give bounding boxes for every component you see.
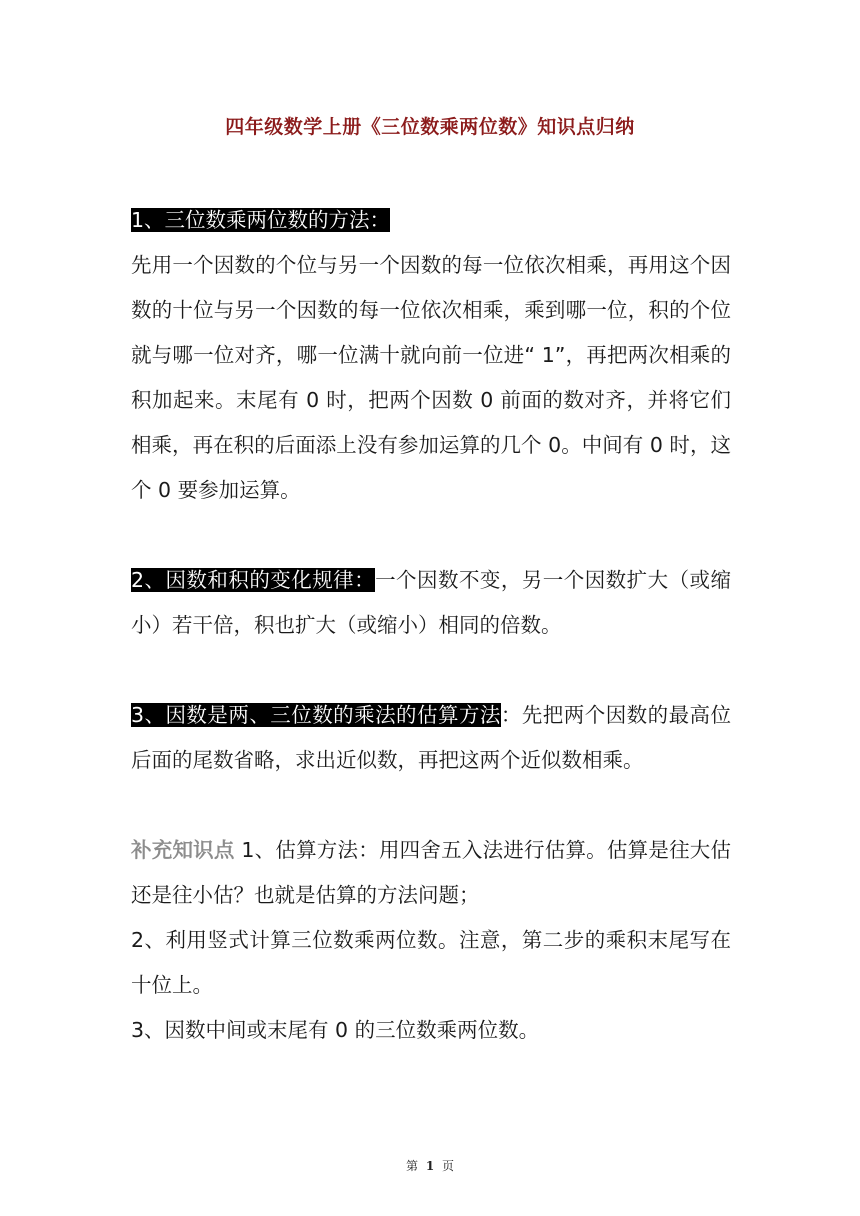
document-title: 四年级数学上册《三位数乘两位数》知识点归纳 (225, 116, 635, 138)
section-2 (131, 558, 731, 648)
section-3-heading: 3、因数是两、三位数的乘法的估算方法 (131, 703, 501, 727)
section-3 (131, 693, 731, 783)
supplement-item-1-text: 1、估算方法：用四舍五入法进行估算。估算是往大估还是往小估？也就是估算的方法问题； (131, 838, 732, 907)
supplement-item-1 (131, 828, 731, 918)
document-body (131, 198, 731, 1053)
section-2-heading: 2、因数和积的变化规律： (131, 568, 376, 592)
section-3-body: ：先把两个因数的最高位后面的尾数省略，求出近似数，再把这两个近似数相乘。 (131, 703, 732, 772)
footer-suffix: 页 (442, 1159, 455, 1173)
supplement-item-3: 3、因数中间或末尾有 0 的三位数乘两位数。 (131, 1018, 540, 1042)
section-1-heading: 1、三位数乘两位数的方法： (131, 208, 391, 232)
footer-page-number: 1 (425, 1159, 435, 1173)
page-footer (0, 1157, 860, 1174)
supplement-label: 补充知识点 (131, 838, 235, 862)
section-1-body: 先用一个因数的个位与另一个因数的每一位依次相乘，再用这个因数的十位与另一个因数的每一位依次相乘，乘到哪一位，积的个位就与哪一位对齐，哪一位满十就向前一位进“ 1”，再把两次相乘的积加起来。末尾有 0 时，把两个因数 0 前面的数对齐，并将它们相乘，再在积的后面添上没有参加运算的几个 0。中间有 0 时，这个 0 要参加运算。 (131, 253, 731, 502)
section-2-body: 一个因数不变，另一个因数扩大（或缩小）若干倍，积也扩大（或缩小）相同的倍数。 (131, 568, 731, 637)
section-1 (131, 198, 731, 243)
supplement-item-2: 2、利用竖式计算三位数乘两位数。注意，第二步的乘积末尾写在十位上。 (131, 928, 731, 997)
footer-prefix: 第 (405, 1159, 418, 1173)
